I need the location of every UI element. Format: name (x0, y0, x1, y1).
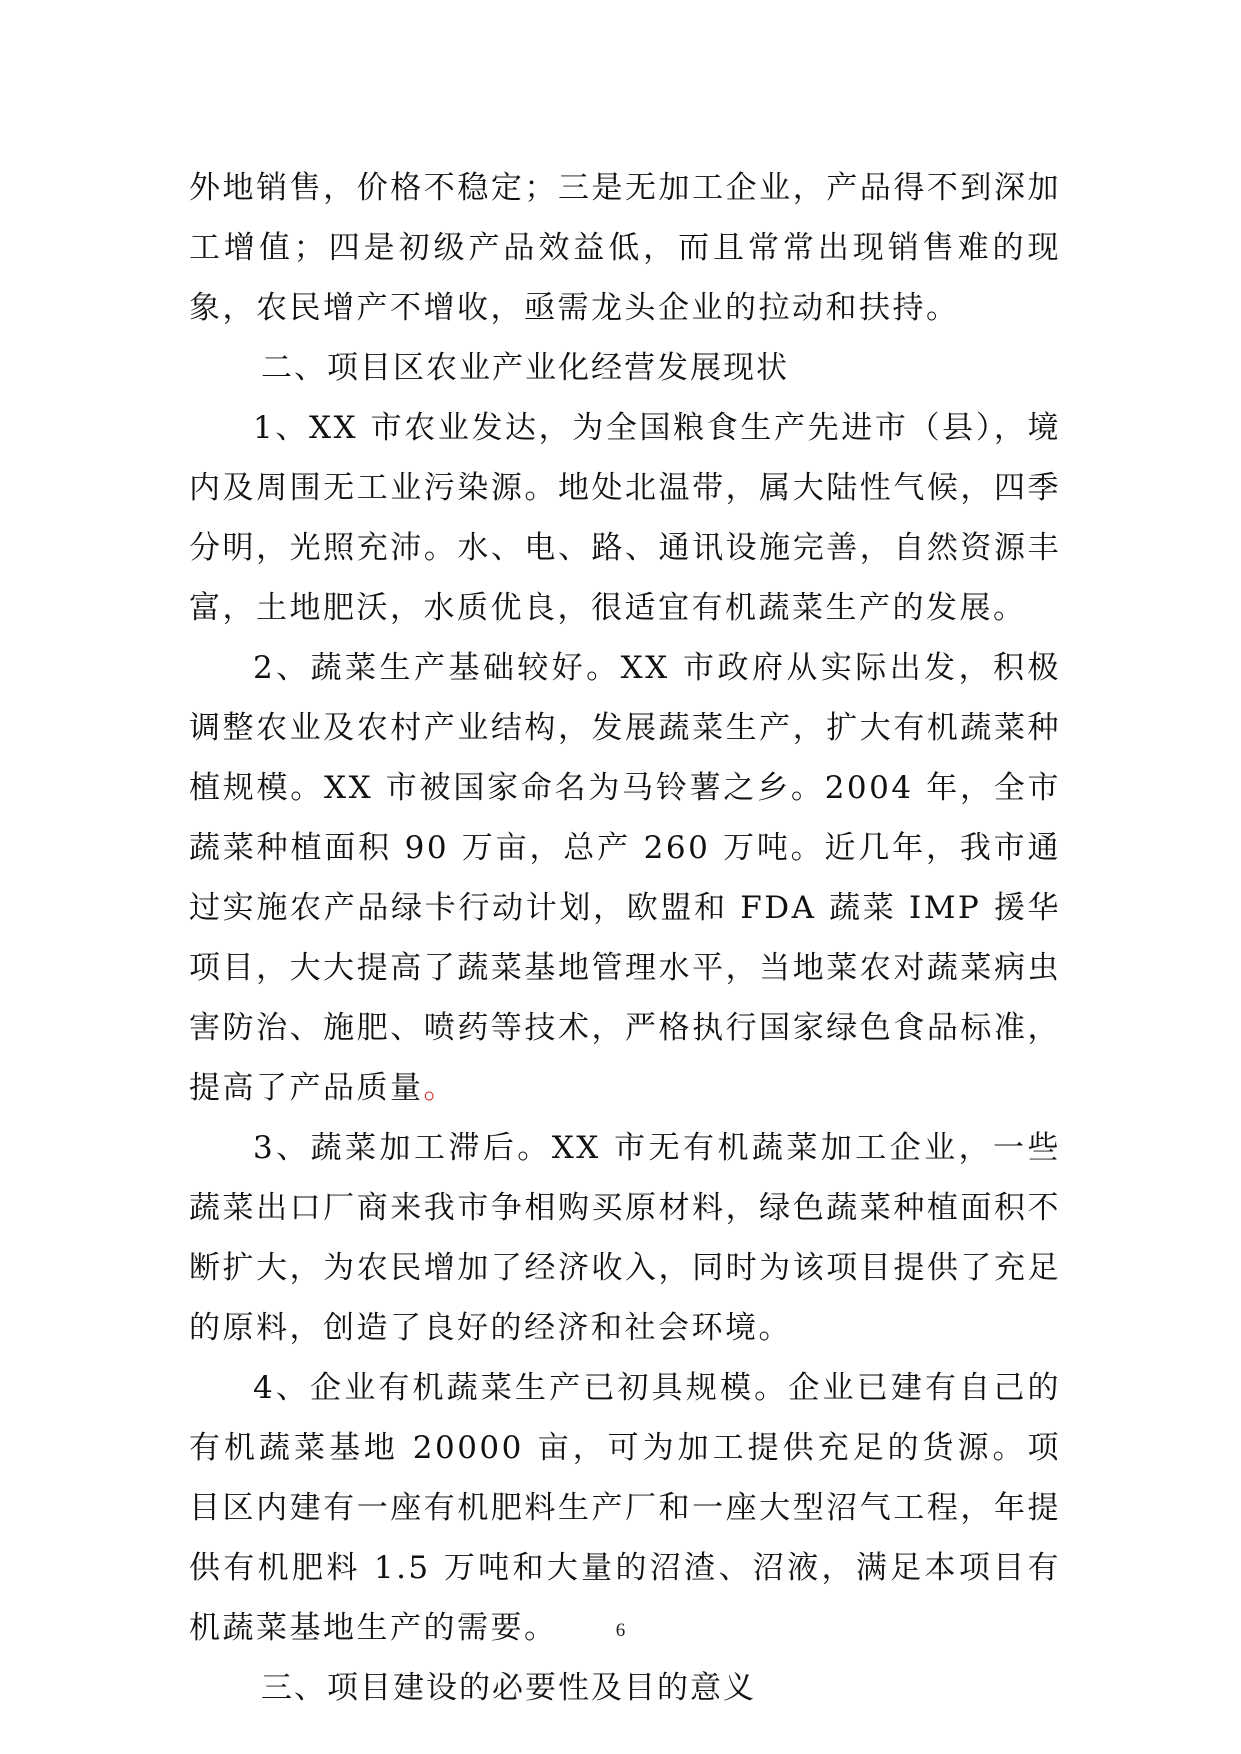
section-heading-2: 二、项目区农业产业化经营发展现状 (261, 350, 789, 386)
section-heading-3: 三、项目建设的必要性及目的意义 (261, 1670, 756, 1706)
page-number: 6 (615, 1620, 626, 1641)
paragraph-1: 1、XX 市农业发达，为全国粮食生产先进市（县），境内及周围无工业污染源。地处北温带，属大陆性气候，四季分明，光照充沛。水、电、路、通讯设施完善，自然资源丰富，土地肥沃，水质优良，很适宜有机蔬菜生产的发展。 (189, 410, 1061, 626)
paragraph-3: 3、蔬菜加工滞后。XX 市无有机蔬菜加工企业，一些蔬菜出口厂商来我市争相购买原材料，绿色蔬菜种植面积不断扩大，为农民增加了经济收入，同时为该项目提供了充足的原料，创造了良好的经济和社会环境。 (189, 1130, 1061, 1346)
document-body (189, 158, 1061, 1718)
paragraph-2-text: 2、蔬菜生产基础较好。XX 市政府从实际出发，积极调整农业及农村产业结构，发展蔬菜生产，扩大有机蔬菜种植规模。XX 市被国家命名为马铃薯之乡。2004 年，全市蔬菜种植面积 90 万亩，总产 260 万吨。近几年，我市通过实施农产品绿卡行动计划，欧盟和 FDA 蔬菜 IMP 援华项目，大大提高了蔬菜基地管理水平，当地菜农对蔬菜病虫害防治、施肥、喷药等技术，严格执行国家绿色食品标准，提高了产品质量 (189, 650, 1061, 1106)
paragraph-4: 4、企业有机蔬菜生产已初具规模。企业已建有自己的有机蔬菜基地 20000 亩，可为加工提供充足的货源。项目区内建有一座有机肥料生产厂和一座大型沼气工程，年提供有机肥料 1.5 万吨和大量的沼渣、沼液，满足本项目有机蔬菜基地生产的需要。 (189, 1370, 1061, 1646)
paragraph-2 (189, 638, 1061, 1118)
paragraph-2-end-mark: 。 (423, 1070, 457, 1106)
paragraph-continued: 外地销售，价格不稳定；三是无加工企业，产品得不到深加工增值；四是初级产品效益低，而且常常出现销售难的现象，农民增产不增收，亟需龙头企业的拉动和扶持。 (189, 170, 1061, 326)
